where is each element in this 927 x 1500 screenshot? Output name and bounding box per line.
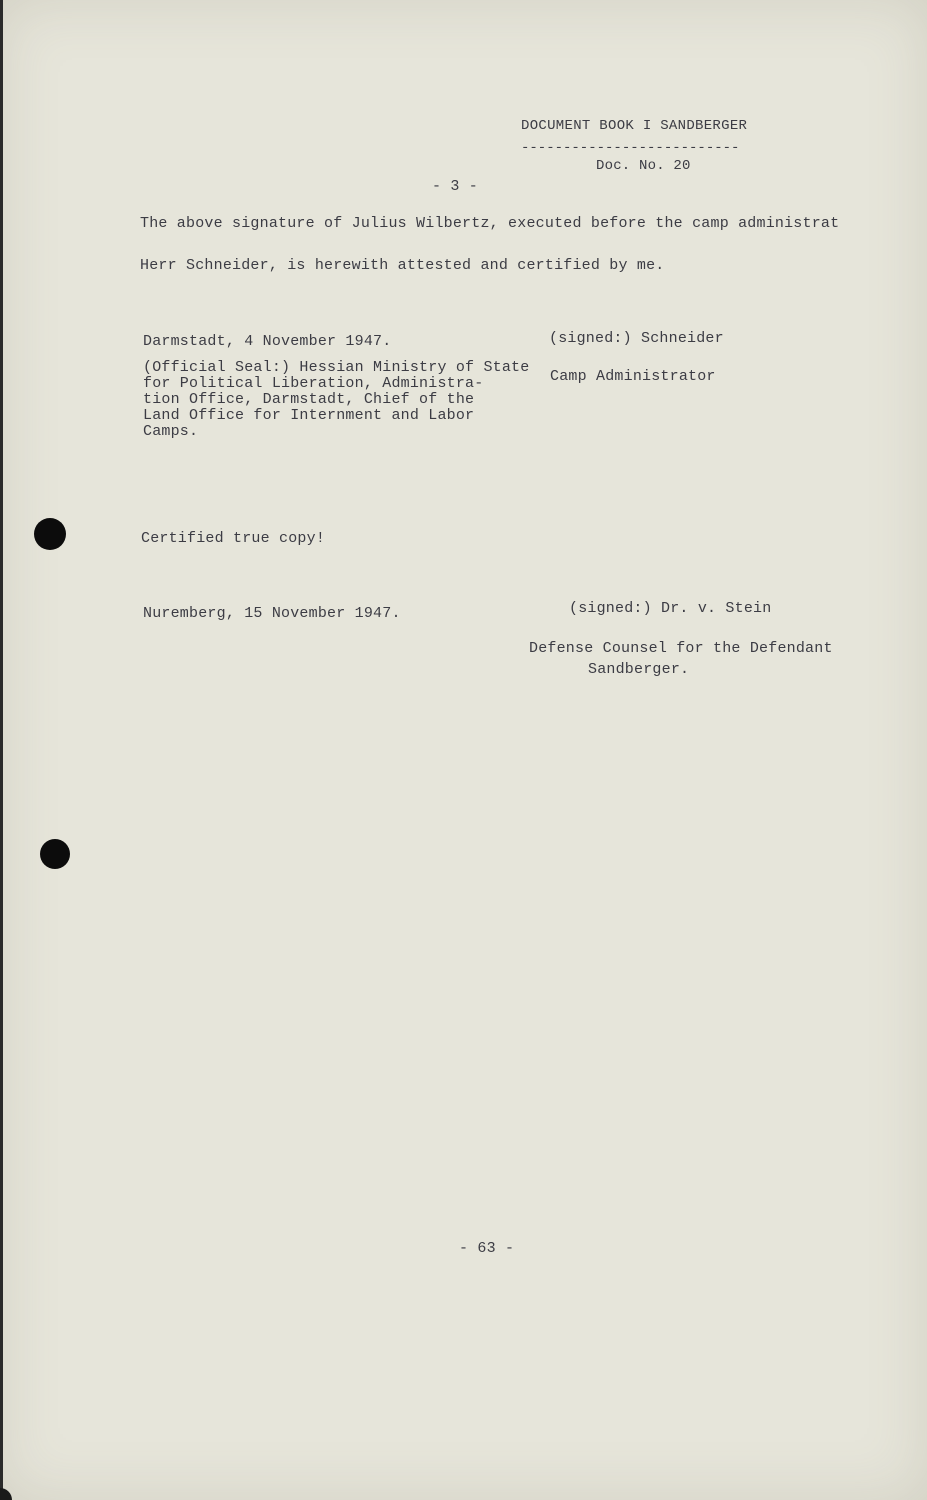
punch-hole-lower [40, 839, 70, 869]
header-rule: -------------------------- [521, 140, 740, 156]
page-left-edge [0, 0, 3, 1500]
place-date-darmstadt: Darmstadt, 4 November 1947. [143, 333, 392, 350]
signature-schneider: (signed:) Schneider [549, 330, 724, 347]
document-book-title: DOCUMENT BOOK I SANDBERGER [521, 118, 748, 134]
defendant-name: Sandberger. [588, 661, 690, 678]
attestation-line-2: Herr Schneider, is herewith attested and certified by me. [140, 257, 665, 274]
footer-page-number: - 63 - [459, 1240, 515, 1257]
attestation-line-1: The above signature of Julius Wilbertz, executed before the camp administrat [140, 215, 840, 232]
document-number: Doc. No. 20 [596, 158, 691, 174]
signature-stein: (signed:) Dr. v. Stein [569, 600, 772, 617]
page-marker: - 3 - [432, 178, 479, 195]
punch-hole-upper [34, 518, 66, 550]
camp-administrator-title: Camp Administrator [550, 368, 716, 385]
place-date-nuremberg: Nuremberg, 15 November 1947. [143, 605, 401, 622]
certified-true-copy: Certified true copy! [141, 530, 326, 547]
page-corner [0, 1488, 12, 1500]
official-seal-text: (Official Seal:) Hessian Ministry of State for Political Liberation, Administra- tion Office, Darmstadt, Chief of the Land Office for Internment and Labor Camps. [143, 359, 530, 440]
defense-counsel-title: Defense Counsel for the Defendant [529, 640, 833, 657]
